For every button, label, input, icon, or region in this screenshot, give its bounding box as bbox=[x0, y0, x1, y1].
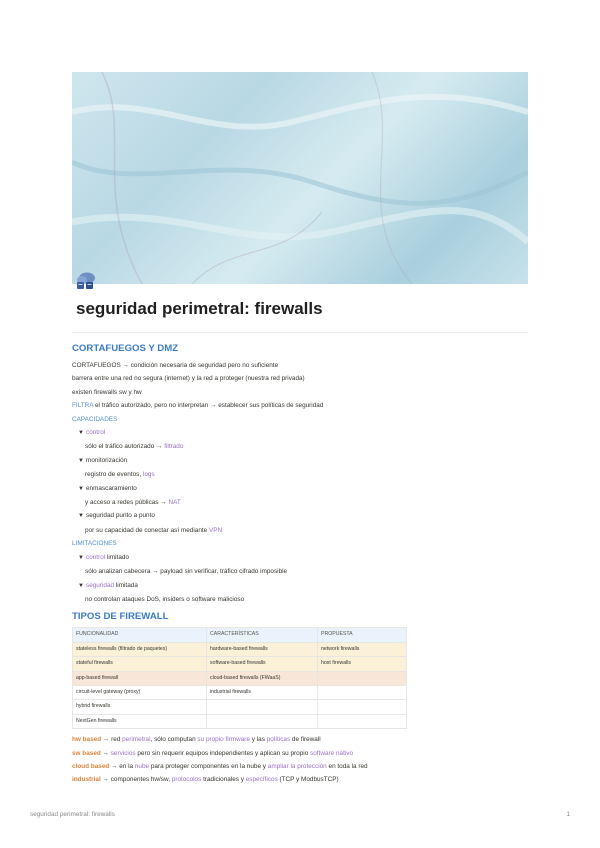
table-cell: industrial firewalls bbox=[207, 685, 318, 699]
text-line: CORTAFUEGOS → condición necesaria de seguridad pero no suficiente bbox=[72, 362, 279, 369]
table-cell: stateless firewalls (filtrado de paquetes) bbox=[73, 642, 207, 656]
table-cell: host firewalls bbox=[318, 657, 407, 671]
note-sw-based: sw based → servicios pero sin requerir equipos independientes y aplican su propio software nativo bbox=[72, 749, 354, 757]
note-cloud-based: cloud based → en la nube para proteger componentes en la nube y ampliar la protección en toda la red bbox=[72, 762, 368, 770]
table-cell: hardware-based firewalls bbox=[207, 642, 318, 656]
table-cell: network firewalls bbox=[318, 642, 407, 656]
text-line: FILTRA el tráfico autorizado, pero no interpretan → establecer sus políticas de seguridad bbox=[72, 402, 324, 410]
toggle-seguridad-punto[interactable]: ▼ seguridad punto a punto bbox=[72, 509, 528, 523]
table-header: FUNCIONALIDAD bbox=[73, 628, 207, 642]
table-row bbox=[73, 685, 407, 699]
table-row bbox=[73, 642, 407, 656]
marble-texture bbox=[72, 72, 528, 284]
table-cell bbox=[318, 685, 407, 699]
table-cell bbox=[318, 671, 407, 685]
table-cell: cloud-based firewalls (FWaaS) bbox=[207, 671, 318, 685]
heading-tipos-firewall: TIPOS DE FIREWALL bbox=[72, 611, 169, 623]
triangle-down-icon[interactable]: ▼ bbox=[78, 582, 84, 589]
label-capacidades: CAPACIDADES bbox=[72, 415, 118, 423]
triangle-down-icon[interactable]: ▼ bbox=[78, 485, 84, 492]
table-cell: NextGen firewalls bbox=[73, 714, 207, 728]
toggle-seguridad-limitada[interactable]: ▼ seguridad limitada bbox=[72, 579, 528, 593]
table-row bbox=[73, 714, 407, 728]
table-cell bbox=[318, 714, 407, 728]
table-cell bbox=[207, 714, 318, 728]
table-cell bbox=[207, 700, 318, 714]
table-row bbox=[73, 671, 407, 685]
table-header: CARACTERÍSTICAS bbox=[207, 628, 318, 642]
table-cell: software-based firewalls bbox=[207, 657, 318, 671]
triangle-down-icon[interactable]: ▼ bbox=[78, 430, 84, 437]
text-line: existen firewalls sw y hw bbox=[72, 388, 142, 396]
page-footer: seguridad perimetral: firewalls bbox=[30, 811, 115, 818]
heading-cortafuegos: CORTAFUEGOS Y DMZ bbox=[72, 343, 179, 354]
highlight-text: FILTRA bbox=[72, 402, 94, 410]
table-header: PROPUESTA bbox=[318, 628, 407, 642]
table-cell: app-based firewall bbox=[73, 671, 207, 685]
table-cell: circuit-level gateway (proxy) bbox=[73, 685, 207, 699]
table-cell: hybrid firewalls bbox=[73, 700, 207, 714]
toggle-child: sólo analizan cabecera → payload sin verificar, tráfico cifrado imposible bbox=[85, 568, 288, 576]
toggle-control-limitado[interactable]: ▼ control limitado bbox=[72, 551, 528, 565]
table-row bbox=[73, 657, 407, 671]
toggle-enmascaramiento[interactable]: ▼ enmascaramiento bbox=[72, 482, 528, 496]
toggle-child: sólo el tráfico autorizado → filtrado bbox=[85, 443, 184, 451]
note-hw-based: hw based → red perimetral, sólo computan su propio firmware y las políticas de firewall bbox=[72, 736, 321, 744]
toggle-monitorizacion[interactable]: ▼ monitorización bbox=[72, 454, 528, 468]
table-row bbox=[73, 700, 407, 714]
cover-image bbox=[72, 72, 528, 284]
firewall-types-table bbox=[72, 627, 407, 729]
label-limitaciones: LIMITACIONES bbox=[72, 540, 117, 548]
triangle-down-icon[interactable]: ▼ bbox=[78, 457, 84, 464]
table-header-row bbox=[73, 628, 407, 642]
note-industrial: industrial → componentes hw/sw, protocolos tradicionales y específicos (TCP y ModbusTCP) bbox=[72, 776, 339, 784]
toggle-child: no controlan ataques DoS, insiders o software malicioso bbox=[85, 595, 245, 603]
page-title: seguridad perimetral: firewalls bbox=[76, 299, 323, 318]
page-content bbox=[72, 341, 528, 787]
triangle-down-icon[interactable]: ▼ bbox=[78, 554, 84, 561]
toggle-child: registro de eventos, logs bbox=[85, 471, 155, 479]
toggle-child: por su capacidad de conectar así mediante VPN bbox=[85, 526, 223, 534]
triangle-down-icon[interactable]: ▼ bbox=[78, 513, 84, 520]
text-line: barrera entre una red no segura (internet) y la red a proteger (nuestra red privada) bbox=[72, 375, 305, 383]
table-cell: stateful firewalls bbox=[73, 657, 207, 671]
cloud-server-icon bbox=[74, 268, 98, 292]
toggle-child: y acceso a redes públicas → NAT bbox=[85, 499, 181, 507]
toggle-control[interactable]: ▼ control bbox=[72, 426, 528, 440]
page-number: 1 bbox=[566, 811, 570, 818]
divider bbox=[72, 332, 528, 333]
table-cell bbox=[318, 700, 407, 714]
